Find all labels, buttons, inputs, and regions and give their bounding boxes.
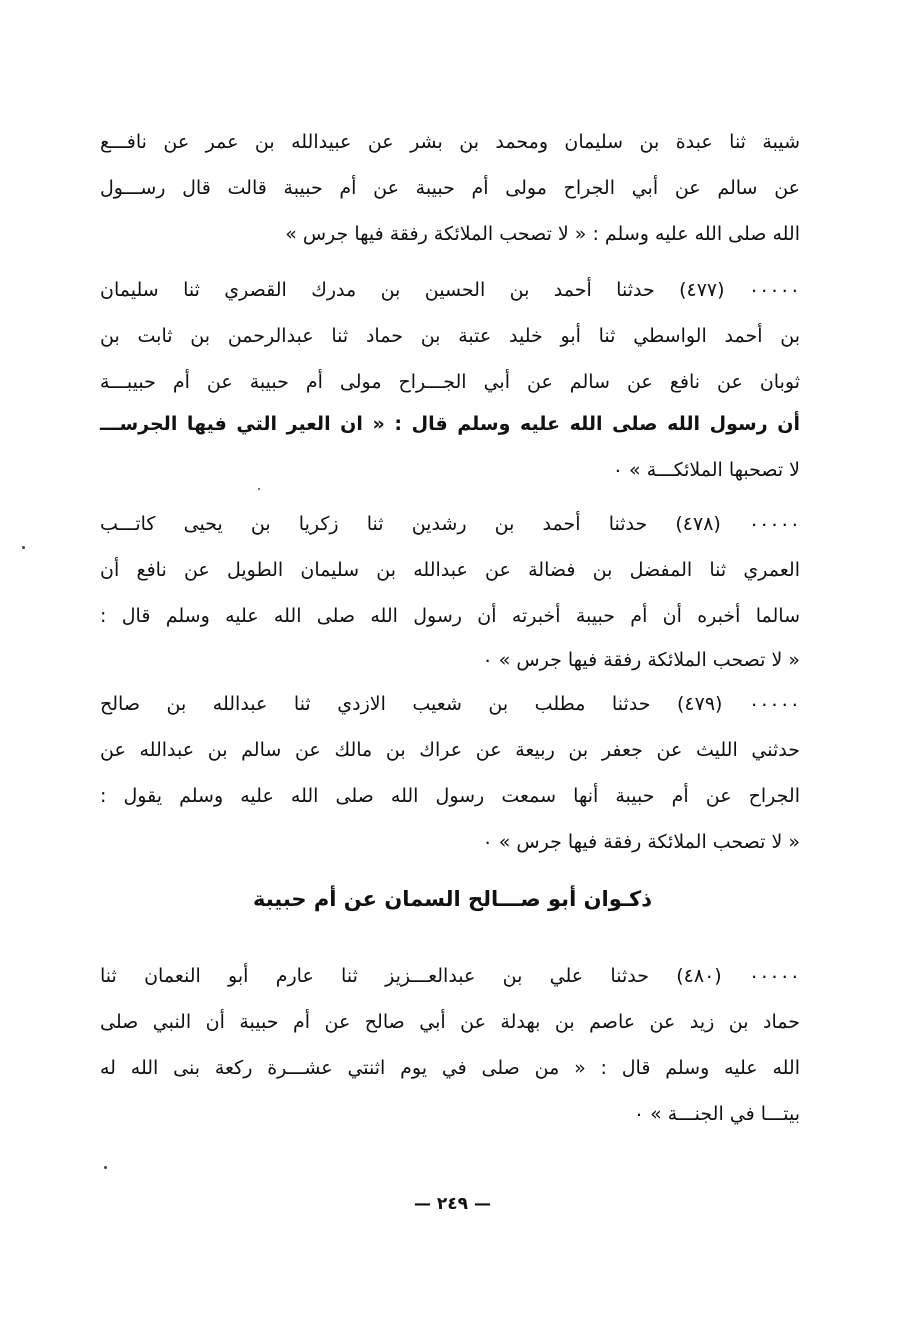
text-line: ٠٠٠٠٠ (٤٧٧) حدثنا أحمد بن الحسين بن مدرك القصري ثنا سليمان [100, 279, 800, 301]
text-line: أن رسول الله صلى الله عليه وسلم قال : « ان العير التي فيها الجرســـ [100, 413, 800, 435]
page-number: — ٢٤٩ — [414, 1194, 491, 1214]
text-line: الجراح عن أم حبيبة أنها سمعت رسول الله صلى الله عليه وسلم يقول : [100, 785, 800, 807]
scan-speck [258, 488, 260, 490]
scan-speck [22, 546, 25, 549]
text-line: عن سالم عن أبي الجراح مولى أم حبيبة عن أم حبيبة قالت قال رســـول [100, 177, 800, 199]
text-line: بيتـــا في الجنـــة » ٠ [633, 1103, 800, 1125]
text-line: حدثني الليث عن جعفر بن ربيعة عن عراك بن مالك عن سالم بن عبدالله عن [100, 739, 800, 761]
text-line: الله عليه وسلم قال : « من صلى في يوم اثنتي عشـــرة ركعة بنى الله له [100, 1057, 800, 1079]
text-line: ٠٠٠٠٠ (٤٨٠) حدثنا علي بن عبدالعـــزيز ثنا عارم أبو النعمان ثنا [100, 965, 801, 987]
text-line: « لا تصحب الملائكة رفقة فيها جرس » ٠ [482, 831, 800, 853]
text-line: الله صلى الله عليه وسلم : « لا تصحب الملائكة رفقة فيها جرس » [285, 223, 800, 245]
text-line: بن أحمد الواسطي ثنا أبو خليد عتبة بن حماد ثنا عبدالرحمن بن ثابت بن [100, 325, 800, 347]
text-line: العمري ثنا المفضل بن فضالة عن عبدالله بن سليمان الطويل عن نافع أن [100, 559, 800, 581]
text-line: لا تصحبها الملائكـــة » ٠ [612, 459, 800, 481]
scan-speck [104, 1166, 107, 1169]
section-heading: ذكـوان أبو صـــالح السمان عن أم حبيبة [252, 887, 653, 911]
text-line: شيبة ثنا عبدة بن سليمان ومحمد بن بشر عن عبيدالله بن عمر عن نافـــع [100, 131, 800, 153]
text-line: حماد بن زيد عن عاصم بن بهدلة عن أبي صالح عن أم حبيبة أن النبي صلى [100, 1011, 800, 1033]
text-line: ثوبان عن نافع عن سالم عن أبي الجـــراح مولى أم حبيبة عن أم حبيبـــة [100, 371, 800, 393]
text-line: ٠٠٠٠٠ (٤٧٩) حدثنا مطلب بن شعيب الازدي ثنا عبدالله بن صالح [100, 693, 801, 715]
text-line: سالما أخبره أن أم حبيبة أخبرته أن رسول الله صلى الله عليه وسلم قال : [100, 605, 800, 627]
text-line: « لا تصحب الملائكة رفقة فيها جرس » ٠ [482, 649, 800, 671]
text-line: ٠٠٠٠٠ (٤٧٨) حدثنا أحمد بن رشدين ثنا زكريا بن يحيى كاتـــب [100, 513, 800, 535]
